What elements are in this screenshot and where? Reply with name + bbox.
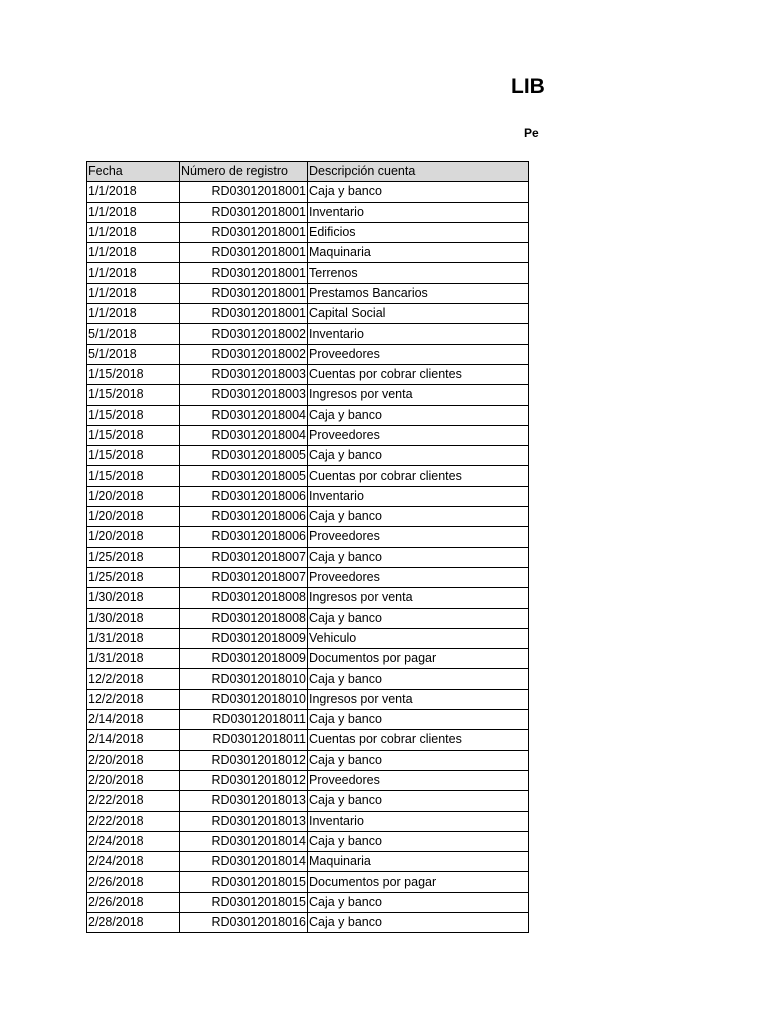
cell-fecha: 1/1/2018 — [87, 304, 180, 324]
table-row — [87, 222, 529, 242]
table-row — [87, 791, 529, 811]
cell-fecha: 1/15/2018 — [87, 466, 180, 486]
table-row — [87, 425, 529, 445]
cell-descripcion-cuenta: Cuentas por cobrar clientes — [308, 466, 529, 486]
cell-fecha: 2/26/2018 — [87, 892, 180, 912]
cell-numero-registro: RD03012018016 — [180, 912, 308, 932]
cell-numero-registro: RD03012018007 — [180, 567, 308, 587]
table-row — [87, 486, 529, 506]
cell-fecha: 1/1/2018 — [87, 283, 180, 303]
cell-fecha: 2/26/2018 — [87, 872, 180, 892]
cell-fecha: 1/15/2018 — [87, 364, 180, 384]
cell-fecha: 1/1/2018 — [87, 182, 180, 202]
cell-fecha: 2/14/2018 — [87, 710, 180, 730]
cell-fecha: 5/1/2018 — [87, 324, 180, 344]
table-row — [87, 527, 529, 547]
cell-fecha: 5/1/2018 — [87, 344, 180, 364]
cell-descripcion-cuenta: Caja y banco — [308, 507, 529, 527]
cell-descripcion-cuenta: Inventario — [308, 811, 529, 831]
cell-numero-registro: RD03012018001 — [180, 263, 308, 283]
cell-numero-registro: RD03012018005 — [180, 446, 308, 466]
table-row — [87, 567, 529, 587]
cell-descripcion-cuenta: Inventario — [308, 202, 529, 222]
cell-numero-registro: RD03012018008 — [180, 608, 308, 628]
table-row — [87, 872, 529, 892]
cell-numero-registro: RD03012018002 — [180, 344, 308, 364]
cell-descripcion-cuenta: Caja y banco — [308, 892, 529, 912]
cell-fecha: 2/24/2018 — [87, 852, 180, 872]
cell-fecha: 2/28/2018 — [87, 912, 180, 932]
column-header-descripcion-cuenta: Descripción cuenta — [308, 162, 529, 182]
table-row — [87, 770, 529, 790]
column-header-fecha: Fecha — [87, 162, 180, 182]
cell-descripcion-cuenta: Ingresos por venta — [308, 385, 529, 405]
cell-numero-registro: RD03012018001 — [180, 182, 308, 202]
cell-numero-registro: RD03012018009 — [180, 649, 308, 669]
cell-descripcion-cuenta: Capital Social — [308, 304, 529, 324]
table-row — [87, 669, 529, 689]
cell-descripcion-cuenta: Ingresos por venta — [308, 689, 529, 709]
table-row — [87, 750, 529, 770]
table-row — [87, 649, 529, 669]
cell-numero-registro: RD03012018006 — [180, 527, 308, 547]
table-row — [87, 283, 529, 303]
cell-fecha: 1/30/2018 — [87, 588, 180, 608]
cell-fecha: 12/2/2018 — [87, 689, 180, 709]
cell-numero-registro: RD03012018006 — [180, 486, 308, 506]
cell-fecha: 1/15/2018 — [87, 425, 180, 445]
cell-numero-registro: RD03012018010 — [180, 669, 308, 689]
cell-fecha: 1/20/2018 — [87, 486, 180, 506]
cell-fecha: 2/20/2018 — [87, 750, 180, 770]
cell-descripcion-cuenta: Caja y banco — [308, 182, 529, 202]
cell-fecha: 1/20/2018 — [87, 507, 180, 527]
cell-numero-registro: RD03012018009 — [180, 628, 308, 648]
cell-fecha: 2/20/2018 — [87, 770, 180, 790]
table-row — [87, 385, 529, 405]
cell-descripcion-cuenta: Caja y banco — [308, 608, 529, 628]
cell-descripcion-cuenta: Caja y banco — [308, 405, 529, 425]
cell-fecha: 1/1/2018 — [87, 263, 180, 283]
cell-fecha: 2/22/2018 — [87, 791, 180, 811]
cell-descripcion-cuenta: Prestamos Bancarios — [308, 283, 529, 303]
table-row — [87, 588, 529, 608]
table-row — [87, 608, 529, 628]
table-header-row — [87, 162, 529, 182]
table-row — [87, 912, 529, 932]
cell-numero-registro: RD03012018015 — [180, 892, 308, 912]
cell-descripcion-cuenta: Caja y banco — [308, 912, 529, 932]
table-row — [87, 547, 529, 567]
cell-descripcion-cuenta: Edificios — [308, 222, 529, 242]
cell-numero-registro: RD03012018013 — [180, 791, 308, 811]
cell-descripcion-cuenta: Proveedores — [308, 425, 529, 445]
cell-numero-registro: RD03012018012 — [180, 750, 308, 770]
cell-fecha: 2/14/2018 — [87, 730, 180, 750]
cell-descripcion-cuenta: Inventario — [308, 486, 529, 506]
cell-descripcion-cuenta: Cuentas por cobrar clientes — [308, 364, 529, 384]
cell-numero-registro: RD03012018001 — [180, 202, 308, 222]
cell-numero-registro: RD03012018013 — [180, 811, 308, 831]
cell-numero-registro: RD03012018003 — [180, 364, 308, 384]
cell-fecha: 1/1/2018 — [87, 202, 180, 222]
cell-numero-registro: RD03012018014 — [180, 831, 308, 851]
table-row — [87, 243, 529, 263]
cell-numero-registro: RD03012018004 — [180, 425, 308, 445]
period-label: Pe — [524, 126, 539, 140]
cell-numero-registro: RD03012018002 — [180, 324, 308, 344]
cell-numero-registro: RD03012018004 — [180, 405, 308, 425]
column-header-numero-registro: Número de registro — [180, 162, 308, 182]
cell-descripcion-cuenta: Caja y banco — [308, 547, 529, 567]
cell-fecha: 1/25/2018 — [87, 547, 180, 567]
table-row — [87, 202, 529, 222]
cell-fecha: 12/2/2018 — [87, 669, 180, 689]
cell-fecha: 2/24/2018 — [87, 831, 180, 851]
cell-descripcion-cuenta: Proveedores — [308, 567, 529, 587]
cell-fecha: 1/1/2018 — [87, 222, 180, 242]
table-row — [87, 182, 529, 202]
cell-descripcion-cuenta: Cuentas por cobrar clientes — [308, 730, 529, 750]
cell-fecha: 1/31/2018 — [87, 649, 180, 669]
table-row — [87, 304, 529, 324]
cell-numero-registro: RD03012018011 — [180, 730, 308, 750]
cell-descripcion-cuenta: Documentos por pagar — [308, 872, 529, 892]
cell-numero-registro: RD03012018003 — [180, 385, 308, 405]
cell-fecha: 1/15/2018 — [87, 385, 180, 405]
cell-descripcion-cuenta: Caja y banco — [308, 710, 529, 730]
cell-numero-registro: RD03012018015 — [180, 872, 308, 892]
cell-numero-registro: RD03012018006 — [180, 507, 308, 527]
cell-fecha: 1/20/2018 — [87, 527, 180, 547]
cell-numero-registro: RD03012018007 — [180, 547, 308, 567]
table-row — [87, 689, 529, 709]
ledger-table — [86, 161, 529, 933]
cell-fecha: 1/30/2018 — [87, 608, 180, 628]
cell-numero-registro: RD03012018001 — [180, 222, 308, 242]
cell-fecha: 1/25/2018 — [87, 567, 180, 587]
table-row — [87, 852, 529, 872]
cell-descripcion-cuenta: Proveedores — [308, 344, 529, 364]
page-title: LIB — [511, 75, 545, 98]
cell-numero-registro: RD03012018005 — [180, 466, 308, 486]
cell-descripcion-cuenta: Caja y banco — [308, 791, 529, 811]
cell-descripcion-cuenta: Caja y banco — [308, 446, 529, 466]
table-row — [87, 811, 529, 831]
cell-descripcion-cuenta: Documentos por pagar — [308, 649, 529, 669]
cell-fecha: 2/22/2018 — [87, 811, 180, 831]
cell-descripcion-cuenta: Caja y banco — [308, 831, 529, 851]
cell-descripcion-cuenta: Ingresos por venta — [308, 588, 529, 608]
cell-numero-registro: RD03012018011 — [180, 710, 308, 730]
cell-numero-registro: RD03012018014 — [180, 852, 308, 872]
table-row — [87, 892, 529, 912]
cell-descripcion-cuenta: Caja y banco — [308, 750, 529, 770]
table-row — [87, 364, 529, 384]
cell-descripcion-cuenta: Maquinaria — [308, 852, 529, 872]
cell-numero-registro: RD03012018001 — [180, 304, 308, 324]
cell-descripcion-cuenta: Caja y banco — [308, 669, 529, 689]
table-row — [87, 263, 529, 283]
cell-fecha: 1/1/2018 — [87, 243, 180, 263]
cell-descripcion-cuenta: Terrenos — [308, 263, 529, 283]
cell-numero-registro: RD03012018012 — [180, 770, 308, 790]
cell-descripcion-cuenta: Maquinaria — [308, 243, 529, 263]
cell-fecha: 1/15/2018 — [87, 446, 180, 466]
table-row — [87, 628, 529, 648]
table-body — [87, 182, 529, 933]
table-row — [87, 324, 529, 344]
table-row — [87, 446, 529, 466]
table-row — [87, 466, 529, 486]
cell-descripcion-cuenta: Inventario — [308, 324, 529, 344]
cell-numero-registro: RD03012018001 — [180, 283, 308, 303]
table-row — [87, 344, 529, 364]
table-row — [87, 710, 529, 730]
table-row — [87, 730, 529, 750]
table-row — [87, 831, 529, 851]
cell-numero-registro: RD03012018008 — [180, 588, 308, 608]
cell-fecha: 1/15/2018 — [87, 405, 180, 425]
cell-numero-registro: RD03012018010 — [180, 689, 308, 709]
cell-descripcion-cuenta: Proveedores — [308, 770, 529, 790]
table-row — [87, 507, 529, 527]
cell-descripcion-cuenta: Vehiculo — [308, 628, 529, 648]
cell-numero-registro: RD03012018001 — [180, 243, 308, 263]
cell-fecha: 1/31/2018 — [87, 628, 180, 648]
table-row — [87, 405, 529, 425]
cell-descripcion-cuenta: Proveedores — [308, 527, 529, 547]
